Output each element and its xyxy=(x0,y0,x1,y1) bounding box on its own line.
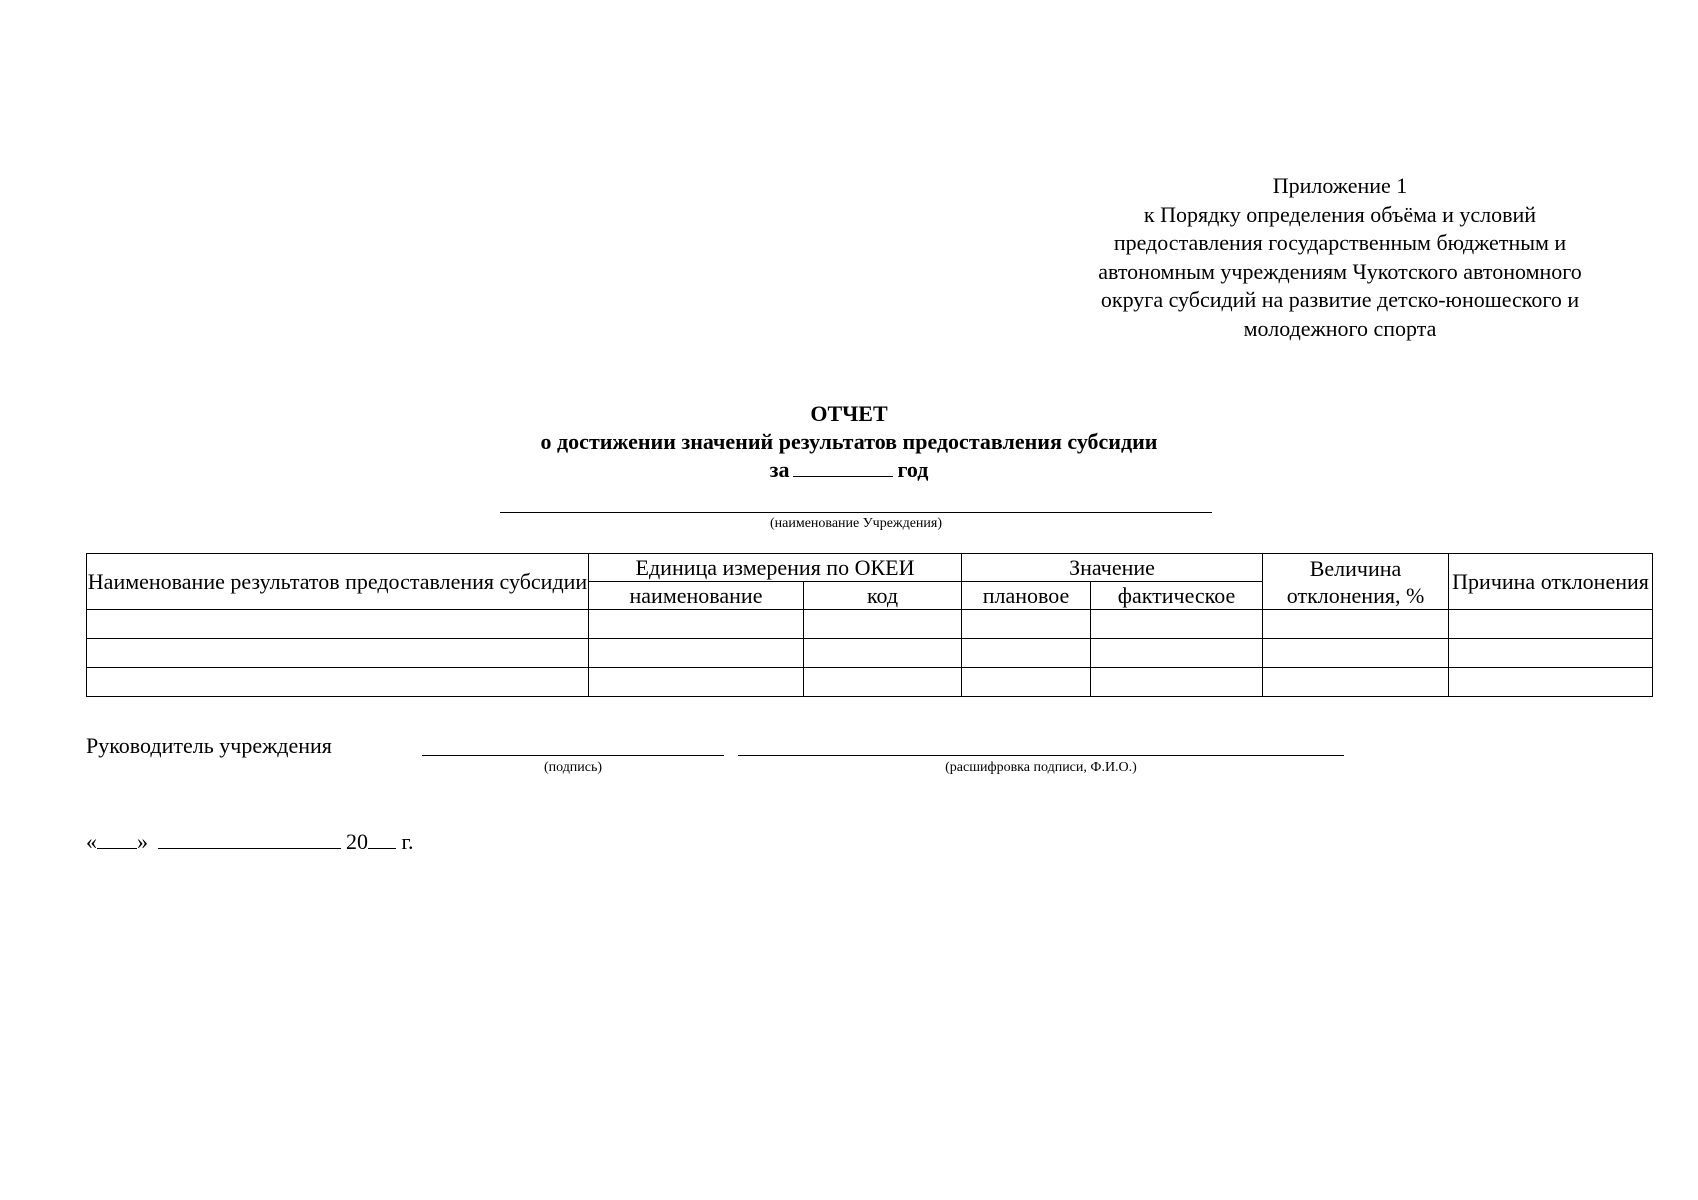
table-cell[interactable] xyxy=(589,668,804,697)
table-cell[interactable] xyxy=(962,610,1091,639)
period-year-blank[interactable] xyxy=(793,458,893,477)
table-cell[interactable] xyxy=(1449,610,1653,639)
header-unit: Единица измерения по ОКЕИ xyxy=(589,554,962,582)
appendix-line: Приложение 1 xyxy=(1272,173,1408,198)
table-cell[interactable] xyxy=(589,610,804,639)
table-row xyxy=(87,639,1653,668)
table-cell[interactable] xyxy=(1091,668,1263,697)
header-value-actual: фактическое xyxy=(1091,582,1263,610)
date-year-blank[interactable] xyxy=(368,828,396,849)
date-day-blank[interactable] xyxy=(97,828,137,849)
table-cell[interactable] xyxy=(87,610,589,639)
header-unit-name: наименование xyxy=(589,582,804,610)
signature-caption: (подпись) xyxy=(543,760,603,775)
date-year-suffix: г. xyxy=(401,829,414,854)
report-subtitle: о достижении значений результатов предоставления субсидии xyxy=(540,429,1158,454)
table-cell[interactable] xyxy=(804,639,962,668)
institution-caption: (наименование Учреждения) xyxy=(769,516,943,531)
appendix-line: молодежного спорта xyxy=(1243,315,1437,341)
period-suffix: год xyxy=(897,457,929,482)
table-cell[interactable] xyxy=(962,639,1091,668)
table-cell[interactable] xyxy=(1263,610,1449,639)
table-cell[interactable] xyxy=(1091,610,1263,639)
report-heading: ОТЧЕТ xyxy=(810,401,888,426)
report-title-block xyxy=(0,400,1698,484)
table-row xyxy=(87,610,1653,639)
date-open-quote: « xyxy=(86,829,97,854)
signature-name-line[interactable] xyxy=(738,755,1344,756)
table-row xyxy=(87,668,1653,697)
period-prefix: за xyxy=(769,457,790,482)
signature-name-caption: (расшифровка подписи, Ф.И.О.) xyxy=(945,760,1137,775)
table-cell[interactable] xyxy=(804,610,962,639)
table-cell[interactable] xyxy=(589,639,804,668)
table-cell[interactable] xyxy=(962,668,1091,697)
header-deviation: Величина отклонения, % xyxy=(1263,554,1449,610)
appendix-line: автономным учреждениям Чукотского автономного xyxy=(1098,258,1582,284)
table-cell[interactable] xyxy=(1263,639,1449,668)
appendix-line: предоставления государственным бюджетным и xyxy=(1113,230,1567,255)
table-cell[interactable] xyxy=(87,668,589,697)
table-cell[interactable] xyxy=(1449,639,1653,668)
table-cell[interactable] xyxy=(1449,668,1653,697)
table-cell[interactable] xyxy=(87,639,589,668)
header-value: Значение xyxy=(962,554,1263,582)
appendix-block xyxy=(1060,172,1620,343)
signer-label: Руководитель учреждения xyxy=(86,733,332,758)
table-cell[interactable] xyxy=(1091,639,1263,668)
report-period xyxy=(0,456,1698,484)
institution-name-line[interactable] xyxy=(500,512,1212,513)
header-reason: Причина отклонения xyxy=(1449,554,1653,610)
header-value-planned: плановое xyxy=(962,582,1091,610)
results-table xyxy=(86,553,1653,697)
date-line xyxy=(86,828,414,855)
signature-line[interactable] xyxy=(422,755,724,756)
date-month-blank[interactable] xyxy=(158,828,341,849)
header-unit-code: код xyxy=(804,582,962,610)
date-close-quote: » xyxy=(137,829,148,854)
header-result-name: Наименование результатов предоставления субсидии xyxy=(87,554,589,610)
appendix-line: округа субсидий на развитие детско-юношеского и xyxy=(1100,287,1580,312)
date-year-prefix: 20 xyxy=(346,829,368,854)
table-cell[interactable] xyxy=(804,668,962,697)
table-cell[interactable] xyxy=(1263,668,1449,697)
appendix-line: к Порядку определения объёма и условий xyxy=(1143,201,1537,227)
